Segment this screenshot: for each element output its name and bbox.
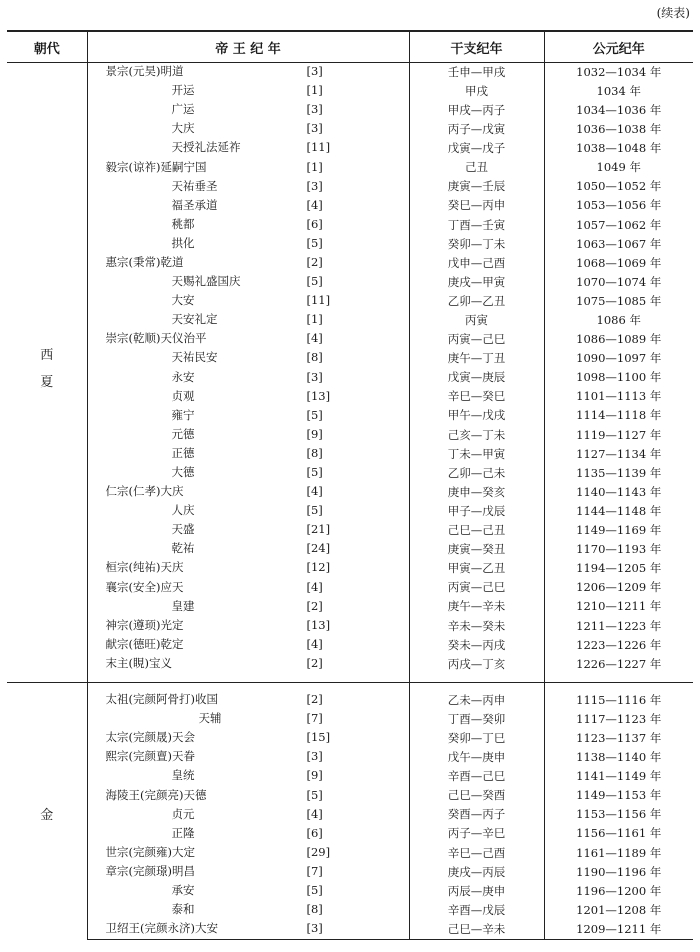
ad-year-cell: 1141—1149 年 [544,767,693,786]
reign-cell [87,786,409,805]
table-row [7,901,693,920]
header-reign: 帝 王 纪 年 [87,31,409,63]
ganzhi-cell: 乙卯—乙丑 [409,292,544,311]
ad-year-cell: 1149—1169 年 [544,521,693,540]
dynasty-cell [7,691,87,940]
reign-years: [2] [306,598,323,613]
reign-name: 神宗(遵顼)光定 [105,617,184,632]
reign-name: 天辅 [198,711,222,726]
ganzhi-cell: 戊寅—庚辰 [409,369,544,388]
reign-years: [1] [306,83,323,98]
dynasty-spacer [7,683,693,692]
table-row [7,407,693,426]
ad-year-cell: 1153—1156 年 [544,806,693,825]
table-row [7,521,693,540]
reign-name: 天赐礼盛国庆 [171,274,241,289]
table-row [7,369,693,388]
ad-year-cell: 1206—1209 年 [544,579,693,598]
ganzhi-cell: 戊申—己酉 [409,254,544,273]
reign-name: 末主(睍)宝义 [105,655,172,670]
ganzhi-cell: 癸卯—丁未 [409,235,544,254]
reign-cell [87,729,409,748]
ganzhi-cell: 甲子—戊辰 [409,502,544,521]
reign-cell [87,559,409,578]
ganzhi-cell: 癸巳—丙申 [409,197,544,216]
ad-year-cell: 1049 年 [544,158,693,177]
reign-cell [87,369,409,388]
reign-years: [6] [306,825,323,840]
ganzhi-cell: 己巳—辛未 [409,920,544,940]
reign-cell [87,101,409,120]
reign-years: [12] [306,560,331,575]
reign-name: 广运 [171,102,195,117]
reign-name: 人庆 [171,503,195,518]
ad-year-cell: 1190—1196 年 [544,863,693,882]
reign-cell [87,216,409,235]
reign-name: 皇统 [171,768,195,783]
table-row [7,178,693,197]
reign-years: [4] [306,331,323,346]
table-row [7,767,693,786]
reign-years: [4] [306,579,323,594]
reign-name: 皇建 [171,598,195,613]
reign-years: [29] [306,844,331,859]
reign-years: [3] [306,369,323,384]
ganzhi-cell: 己巳—己丑 [409,521,544,540]
reign-years: [6] [306,216,323,231]
table-body [7,63,693,940]
table-row [7,598,693,617]
reign-cell [87,748,409,767]
reign-cell [87,120,409,139]
reign-cell [87,521,409,540]
reign-cell [87,158,409,177]
ganzhi-cell: 癸卯—丁巳 [409,729,544,748]
ad-year-cell: 1098—1100 年 [544,369,693,388]
ganzhi-cell: 丙辰—庚申 [409,882,544,901]
ad-year-cell: 1149—1153 年 [544,786,693,805]
ganzhi-cell: 丙寅 [409,311,544,330]
table-row [7,483,693,502]
reign-name: 献宗(德旺)乾定 [105,636,184,651]
reign-name: 大安 [171,293,195,308]
table-row [7,844,693,863]
reign-name: 承安 [171,882,195,897]
ad-year-cell: 1138—1140 年 [544,748,693,767]
ad-year-cell: 1211—1223 年 [544,617,693,636]
continued-label: (续表) [656,6,690,20]
reign-years: [21] [306,522,331,537]
reign-name: 海陵王(完颜亮)天德 [105,787,207,802]
reign-name: 章宗(完颜璟)明昌 [105,863,195,878]
ad-year-cell: 1101—1113 年 [544,388,693,407]
ad-year-cell: 1038—1048 年 [544,139,693,158]
header-dynasty: 朝代 [7,31,87,63]
dynasty-name-char: 金 [40,807,54,823]
ad-year-cell: 1119—1127 年 [544,426,693,445]
reign-name: 仁宗(仁孝)大庆 [105,484,184,499]
reign-years: [5] [306,235,323,250]
ganzhi-cell: 乙卯—己未 [409,464,544,483]
reign-years: [5] [306,787,323,802]
table-row [7,388,693,407]
reign-cell [87,464,409,483]
reign-cell [87,767,409,786]
reign-cell [87,920,409,940]
ganzhi-cell: 丙戌—丁亥 [409,655,544,674]
dynasty-name-char: 西 [40,347,54,363]
reign-years: [3] [306,178,323,193]
table-row [7,825,693,844]
reign-cell [87,882,409,901]
reign-name: 天祐民安 [171,350,218,365]
table-row [7,426,693,445]
ad-year-cell: 1057—1062 年 [544,216,693,235]
reign-name: 景宗(元昊)明道 [105,64,184,79]
dynasty-separator [7,674,693,683]
reign-cell [87,598,409,617]
ganzhi-cell: 甲戌—丙子 [409,101,544,120]
reign-years: [8] [306,350,323,365]
ganzhi-cell: 辛未—癸未 [409,617,544,636]
table-row [7,748,693,767]
reign-cell [87,863,409,882]
ad-year-cell: 1156—1161 年 [544,825,693,844]
table-row [7,691,693,710]
table-row [7,882,693,901]
table-row [7,63,693,83]
reign-years: [11] [306,293,331,308]
table-row [7,235,693,254]
table-row [7,101,693,120]
reign-cell [87,407,409,426]
header-ad: 公元纪年 [544,31,693,63]
reign-cell [87,691,409,710]
reign-cell [87,388,409,407]
table-row [7,464,693,483]
table-row [7,655,693,674]
reign-years: [7] [306,711,323,726]
ganzhi-cell: 戊午—庚申 [409,748,544,767]
reign-cell [87,825,409,844]
ad-year-cell: 1210—1211 年 [544,598,693,617]
table-row [7,273,693,292]
reign-name: 泰和 [171,902,195,917]
ad-year-cell: 1127—1134 年 [544,445,693,464]
reign-name: 贞观 [171,388,195,403]
reign-cell [87,502,409,521]
reign-years: [4] [306,806,323,821]
reign-cell [87,235,409,254]
reign-name: 福圣承道 [171,197,218,212]
reign-cell [87,844,409,863]
ganzhi-cell: 癸未—丙戌 [409,636,544,655]
reign-name: 正德 [171,445,195,460]
reign-name: 太宗(完颜晟)天会 [105,730,195,745]
reign-years: [3] [306,921,323,936]
table-row [7,330,693,349]
reign-cell [87,617,409,636]
ad-year-cell: 1034—1036 年 [544,101,693,120]
reign-years: [9] [306,768,323,783]
reign-name: 世宗(完颜雍)大定 [105,844,195,859]
reign-years: [4] [306,484,323,499]
ganzhi-cell: 辛酉—戊辰 [409,901,544,920]
reign-name: 熙宗(完颜亶)天眷 [105,749,195,764]
reign-name: 大德 [171,465,195,480]
ad-year-cell: 1075—1085 年 [544,292,693,311]
table-row [7,617,693,636]
ad-year-cell: 1068—1069 年 [544,254,693,273]
reign-years: [8] [306,445,323,460]
table-row [7,559,693,578]
reign-name: 乾祐 [171,541,195,556]
header-ganzhi: 干支纪年 [409,31,544,63]
reign-cell [87,901,409,920]
table-row [7,863,693,882]
ganzhi-cell: 己丑 [409,158,544,177]
reign-cell [87,292,409,311]
reign-cell [87,82,409,101]
ad-year-cell: 1115—1116 年 [544,691,693,710]
reign-years: [11] [306,140,331,155]
ad-year-cell: 1053—1056 年 [544,197,693,216]
reign-years: [4] [306,636,323,651]
reign-name: 贞元 [171,806,195,821]
ganzhi-cell: 戊寅—戊子 [409,139,544,158]
reign-cell [87,579,409,598]
reign-cell [87,330,409,349]
table-row [7,729,693,748]
table-row [7,579,693,598]
ganzhi-cell: 己巳—癸酉 [409,786,544,805]
reign-years: [15] [306,730,331,745]
ganzhi-cell: 庚戌—丙辰 [409,863,544,882]
ad-year-cell: 1114—1118 年 [544,407,693,426]
ganzhi-cell: 庚寅—癸丑 [409,540,544,559]
ganzhi-cell: 丙寅—己巳 [409,330,544,349]
reign-years: [1] [306,312,323,327]
ad-year-cell: 1196—1200 年 [544,882,693,901]
ganzhi-cell: 庚寅—壬辰 [409,178,544,197]
ganzhi-cell: 庚午—丁丑 [409,349,544,368]
reign-name: 永安 [171,369,195,384]
reign-years: [9] [306,426,323,441]
ad-year-cell: 1161—1189 年 [544,844,693,863]
reign-cell [87,197,409,216]
ganzhi-cell: 丁酉—壬寅 [409,216,544,235]
ganzhi-cell: 丙子—戊寅 [409,120,544,139]
reign-years: [3] [306,64,323,79]
table-row [7,216,693,235]
reign-name: 襄宗(安全)应天 [105,579,184,594]
ganzhi-cell: 癸酉—丙子 [409,806,544,825]
reign-cell [87,349,409,368]
header-row [7,31,693,63]
reign-name: 天安礼定 [171,312,218,327]
ganzhi-cell: 甲午—戊戌 [409,407,544,426]
reign-name: 卫绍王(完颜永济)大安 [105,921,218,936]
ad-year-cell: 1036—1038 年 [544,120,693,139]
reign-years: [5] [306,274,323,289]
reign-cell [87,273,409,292]
reign-years: [7] [306,863,323,878]
reign-name: 雍宁 [171,407,195,422]
table-row [7,82,693,101]
reign-cell [87,178,409,197]
ganzhi-cell: 辛巳—癸巳 [409,388,544,407]
ad-year-cell: 1170—1193 年 [544,540,693,559]
table-row [7,920,693,940]
ad-year-cell: 1201—1208 年 [544,901,693,920]
ganzhi-cell: 甲寅—乙丑 [409,559,544,578]
table-row [7,311,693,330]
reign-cell [87,445,409,464]
ad-year-cell: 1070—1074 年 [544,273,693,292]
ad-year-cell: 1034 年 [544,82,693,101]
reign-cell [87,63,409,83]
ganzhi-cell: 辛酉—己巳 [409,767,544,786]
reign-name: 崇宗(乾顺)天仪治平 [105,331,207,346]
table-row [7,292,693,311]
reign-years: [8] [306,902,323,917]
reign-years: [3] [306,102,323,117]
ad-year-cell: 1086—1089 年 [544,330,693,349]
ad-year-cell: 1050—1052 年 [544,178,693,197]
ad-year-cell: 1063—1067 年 [544,235,693,254]
reign-name: 天盛 [171,522,195,537]
ad-year-cell: 1117—1123 年 [544,710,693,729]
table-row [7,710,693,729]
table-row [7,806,693,825]
ganzhi-cell: 己亥—丁未 [409,426,544,445]
table-row [7,349,693,368]
reign-cell [87,540,409,559]
ad-year-cell: 1223—1226 年 [544,636,693,655]
ad-year-cell: 1086 年 [544,311,693,330]
reign-years: [13] [306,388,331,403]
reign-cell [87,710,409,729]
reign-cell [87,426,409,445]
ganzhi-cell: 壬申—甲戌 [409,63,544,83]
reign-table [7,30,693,940]
reign-name: 䄻都 [171,216,195,231]
ad-year-cell: 1226—1227 年 [544,655,693,674]
ad-year-cell: 1194—1205 年 [544,559,693,578]
reign-name: 惠宗(秉常)乾道 [105,254,184,269]
reign-name: 元德 [171,426,195,441]
ganzhi-cell: 丙子—辛巳 [409,825,544,844]
reign-name: 毅宗(谅祚)延嗣宁国 [105,159,207,174]
ad-year-cell: 1123—1137 年 [544,729,693,748]
reign-name: 天祐垂圣 [171,178,218,193]
ad-year-cell: 1090—1097 年 [544,349,693,368]
ganzhi-cell: 辛巳—己酉 [409,844,544,863]
table-row [7,158,693,177]
ad-year-cell: 1135—1139 年 [544,464,693,483]
reign-years: [5] [306,407,323,422]
table-row [7,120,693,139]
ad-year-cell: 1140—1143 年 [544,483,693,502]
ganzhi-cell: 庚申—癸亥 [409,483,544,502]
reign-cell [87,311,409,330]
ad-year-cell: 1144—1148 年 [544,502,693,521]
reign-years: [5] [306,503,323,518]
table-row [7,139,693,158]
reign-name: 天授礼法延祚 [171,140,241,155]
table-row [7,540,693,559]
reign-years: [2] [306,692,323,707]
reign-cell [87,806,409,825]
table-row [7,445,693,464]
reign-name: 太祖(完颜阿骨打)收国 [105,692,218,707]
ad-year-cell: 1209—1211 年 [544,920,693,940]
reign-years: [5] [306,882,323,897]
dynasty-cell [7,63,87,675]
ganzhi-cell: 丁未—甲寅 [409,445,544,464]
table-row [7,786,693,805]
ad-year-cell: 1032—1034 年 [544,63,693,83]
reign-years: [2] [306,655,323,670]
reign-years: [13] [306,617,331,632]
reign-years: [24] [306,541,331,556]
reign-cell [87,483,409,502]
ganzhi-cell: 庚戌—甲寅 [409,273,544,292]
table-row [7,254,693,273]
reign-years: [4] [306,197,323,212]
reign-cell [87,254,409,273]
reign-years: [3] [306,749,323,764]
reign-years: [2] [306,254,323,269]
reign-cell [87,655,409,674]
ganzhi-cell: 乙未—丙申 [409,691,544,710]
table-row [7,636,693,655]
reign-years: [3] [306,121,323,136]
dynasty-name-char: 夏 [40,374,54,390]
ganzhi-cell: 丁酉—癸卯 [409,710,544,729]
reign-name: 开运 [171,83,195,98]
reign-name: 正隆 [171,825,195,840]
ganzhi-cell: 甲戌 [409,82,544,101]
reign-name: 桓宗(纯祐)天庆 [105,560,184,575]
reign-years: [5] [306,465,323,480]
reign-name: 大庆 [171,121,195,136]
table-row [7,502,693,521]
ganzhi-cell: 丙寅—己巳 [409,579,544,598]
table-row [7,197,693,216]
reign-cell [87,139,409,158]
reign-years: [1] [306,159,323,174]
reign-name: 拱化 [171,235,195,250]
ganzhi-cell: 庚午—辛未 [409,598,544,617]
reign-cell [87,636,409,655]
